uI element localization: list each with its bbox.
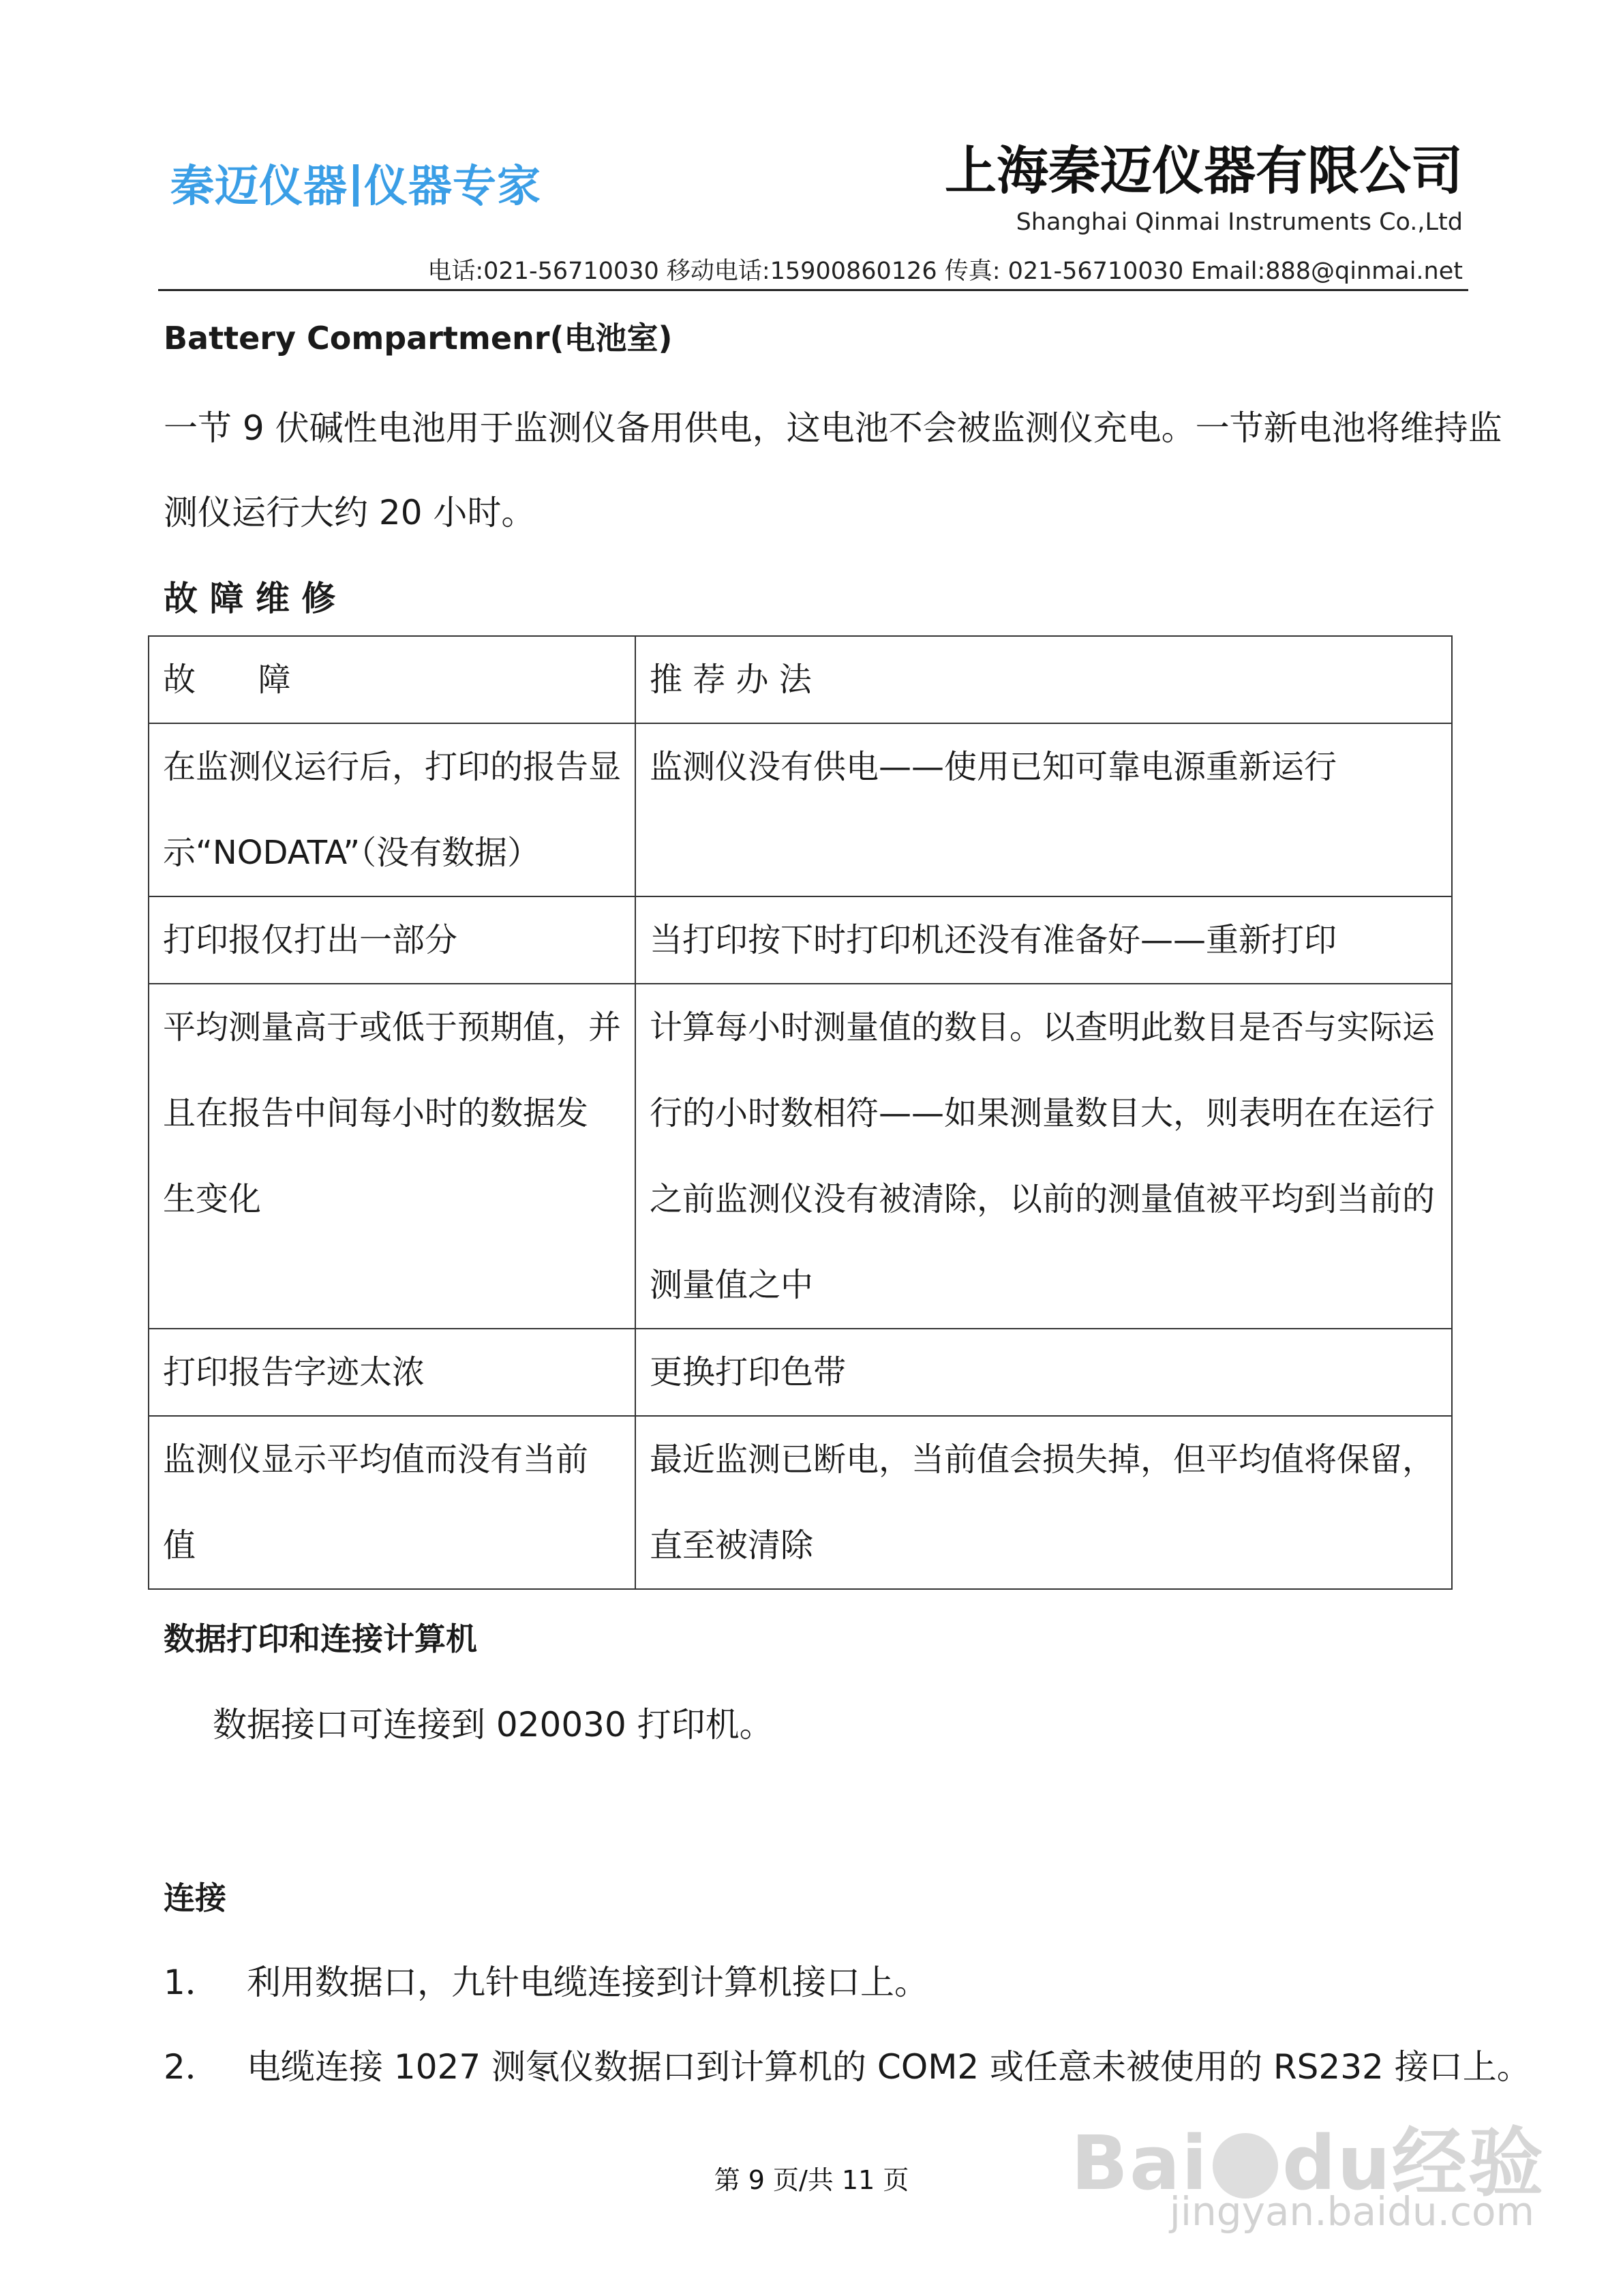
fault-line: 监测仪显示平均值而没有当前: [163, 1440, 589, 1479]
battery-text-line2: 测仪运行大约 20 小时。: [164, 493, 536, 532]
connect-item-text: 电缆连接 1027 测氡仪数据口到计算机的 COM2 或任意未被使用的 RS232 接口上。: [247, 2047, 1531, 2087]
table-header-row: [149, 636, 1452, 723]
battery-text-line1: 一节 9 伏碱性电池用于监测仪备用供电，这电池不会被监测仪充电。一节新电池将维持监: [164, 408, 1502, 448]
troubleshoot-table: [148, 635, 1453, 1590]
fault-line: 在监测仪运行后，打印的报告显: [163, 748, 622, 786]
fault-line: 且在报告中间每小时的数据发: [163, 1094, 589, 1132]
company-name-en: Shanghai Qinmai Instruments Co.,Ltd: [1016, 209, 1463, 236]
remedy-line: 行的小时数相符——如果测量数目大，则表明在在运行: [650, 1094, 1436, 1132]
watermark-brand-c: 经验: [1392, 2119, 1545, 2207]
fault-cell: [149, 896, 635, 984]
troubleshoot-heading: 故 障 维 修: [164, 579, 336, 618]
logo-right-text: 仪器专家: [364, 162, 541, 212]
remedy-line: 更换打印色带: [650, 1353, 847, 1391]
table-row: [149, 896, 1452, 984]
remedy-cell: [635, 1329, 1452, 1416]
remedy-cell: [635, 984, 1452, 1329]
connect-item-2: [164, 2040, 1531, 2089]
page-number: 第 9 页/共 11 页: [714, 2165, 909, 2195]
header-divider: [158, 289, 1468, 291]
contact-info: 电话:021-56710030 移动电话:15900860126 传真: 021-56710030 Email:888@qinmai.net: [427, 258, 1463, 285]
remedy-line: 测量值之中: [650, 1266, 814, 1304]
connect-item-text: 利用数据口，九针电缆连接到计算机接口上。: [247, 1963, 928, 2002]
print-heading: 数据打印和连接计算机: [164, 1620, 477, 1657]
company-name-cn: 上海秦迈仪器有限公司: [945, 140, 1463, 201]
remedy-line: 计算每小时测量值的数目。以查明此数目是否与实际运: [650, 1008, 1436, 1046]
print-text: 数据接口可连接到 020030 打印机。: [213, 1705, 774, 1744]
watermark-brand-a: Bai: [1071, 2119, 1209, 2207]
fault-line: 平均测量高于或低于预期值，并: [163, 1008, 622, 1046]
fault-cell: [149, 1329, 635, 1416]
baidu-watermark-url: jingyan.baidu.com: [1169, 2188, 1534, 2235]
watermark-brand-b: du: [1281, 2119, 1392, 2207]
logo-left-text: 秦迈仪器: [170, 162, 348, 212]
connect-heading: 连接: [164, 1879, 226, 1916]
fault-line: 值: [163, 1526, 196, 1565]
table-row: [149, 723, 1452, 896]
brand-logo: [170, 151, 541, 214]
remedy-line: 直至被清除: [650, 1526, 814, 1565]
fault-line: 打印报仅打出一部分: [163, 921, 458, 959]
fault-cell: [149, 723, 635, 896]
fault-cell: [149, 1416, 635, 1589]
connect-item-number: 2．: [164, 2047, 219, 2087]
remedy-line: 之前监测仪没有被清除，以前的测量值被平均到当前的: [650, 1180, 1436, 1218]
remedy-cell: [635, 1416, 1452, 1589]
remedy-line: 监测仪没有供电——使用已知可靠电源重新运行: [650, 748, 1337, 786]
logo-divider: [353, 164, 359, 207]
header-fault-label: 故 障: [163, 661, 291, 699]
remedy-cell: [635, 723, 1452, 896]
fault-line: 示“NODATA”（没有数据）: [163, 834, 541, 872]
connect-item-number: 1．: [164, 1963, 219, 2002]
table-row: [149, 1329, 1452, 1416]
remedy-cell: [635, 896, 1452, 984]
table-row: [149, 1416, 1452, 1589]
fault-cell: [149, 984, 635, 1329]
remedy-line: 最近监测已断电，当前值会损失掉，但平均值将保留，: [650, 1440, 1436, 1479]
fault-line: 打印报告字迹太浓: [163, 1353, 425, 1391]
table-row: [149, 984, 1452, 1329]
header-remedy-label: 推 荐 办 法: [650, 661, 812, 699]
header-remedy: [635, 636, 1452, 723]
battery-heading: Battery Compartmenr(电池室): [164, 320, 673, 357]
fault-line: 生变化: [163, 1180, 262, 1218]
remedy-line: 当打印按下时打印机还没有准备好——重新打印: [650, 921, 1337, 959]
connect-item-1: [164, 1955, 928, 2004]
header-fault: [149, 636, 635, 723]
